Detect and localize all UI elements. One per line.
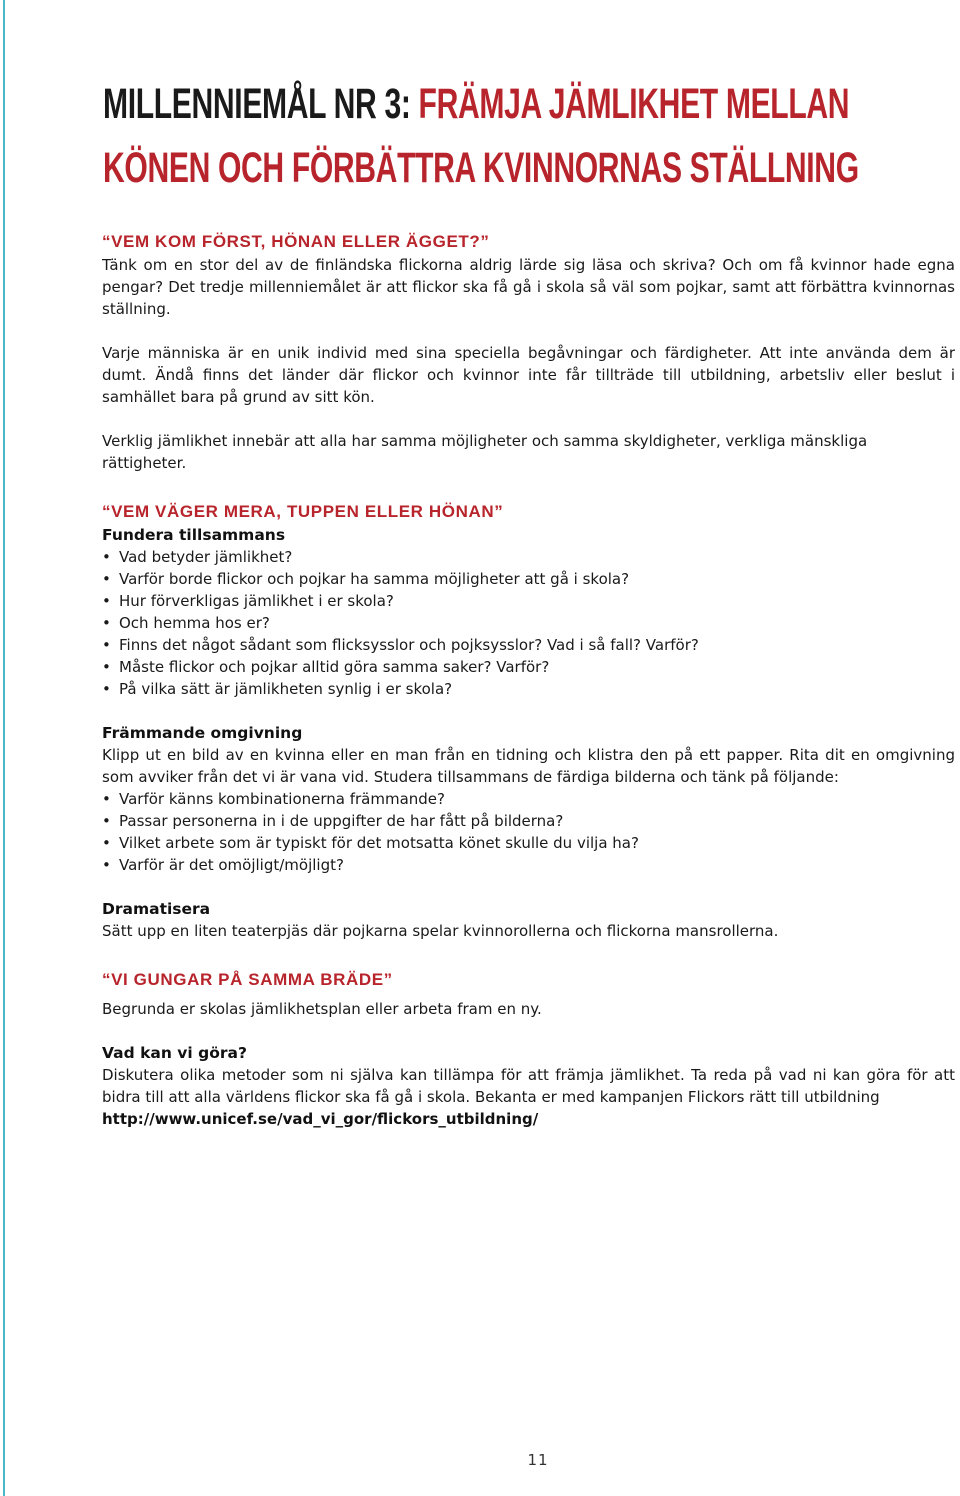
frammande-text: Klipp ut en bild av en kvinna eller en man från en tidning och klistra den på ett papper. Rita dit en omgivning som avviker från det vi är vana vid. Studera tillsammans de färdiga bilderna och tänk på följande: — [102, 746, 955, 786]
vad-kan-vi-gora-text: Diskutera olika metoder som ni själva kan tillämpa för att främja jämlikhet. Ta reda på vad ni kan göra för att bidra till att alla världens flickor ska få gå i skola. Bekanta er med kampanjen Flickors rätt till utbildning — [102, 1066, 955, 1106]
list-item: • Passar personerna in i de uppgifter de har fått på bilderna? — [102, 810, 955, 832]
title-part-1: MILLENNIEMÅL NR 3: — [103, 80, 411, 128]
fundera-list — [102, 546, 955, 700]
title-part-2: FRÄMJA JÄMLIKHET MELLAN — [418, 80, 850, 128]
section1-paragraph-1: Tänk om en stor del av de finländska flickorna aldrig lärde sig läsa och skriva? Och om få kvinnor hade egna pengar? Det tredje millenniemålet är att flickor ska få gå i skola så väl som pojkar, samt att förbättra kvinnornas ställning. — [102, 256, 955, 318]
list-item: • Vad betyder jämlikhet? — [102, 546, 955, 568]
page-title — [103, 72, 929, 200]
main-content — [102, 230, 955, 1130]
list-item: • Finns det något sådant som flicksysslor och pojksysslor? Vad i så fall? Varför? — [102, 634, 955, 656]
list-item: • Varför borde flickor och pojkar ha samma möjligheter att gå i skola? — [102, 568, 955, 590]
section1-paragraph-3: Verklig jämlikhet innebär att alla har samma möjligheter och samma skyldigheter, verkliga mänskliga rättigheter. — [102, 432, 868, 472]
frammande-heading: Främmande omgivning — [102, 724, 303, 742]
page-edge-line — [3, 0, 5, 1496]
list-item: • Varför känns kombinationerna främmande? — [102, 788, 955, 810]
section3-text: Begrunda er skolas jämlikhetsplan eller arbeta fram en ny. — [102, 1000, 542, 1018]
unicef-link[interactable]: http://www.unicef.se/vad_vi_gor/flickors_utbildning/ — [102, 1110, 539, 1128]
list-item: • Vilket arbete som är typiskt för det motsatta könet skulle du vilja ha? — [102, 832, 955, 854]
section2-heading: “VEM VÄGER MERA, TUPPEN ELLER HÖNAN” — [102, 502, 504, 521]
fundera-heading: Fundera tillsammans — [102, 526, 286, 544]
vad-kan-vi-gora-heading: Vad kan vi göra? — [102, 1044, 247, 1062]
list-item: • På vilka sätt är jämlikheten synlig i er skola? — [102, 678, 955, 700]
list-item: • Måste flickor och pojkar alltid göra samma saker? Varför? — [102, 656, 955, 678]
list-item: • Hur förverkligas jämlikhet i er skola? — [102, 590, 955, 612]
frammande-list — [102, 788, 955, 876]
section1-heading: “VEM KOM FÖRST, HÖNAN ELLER ÄGGET?” — [102, 232, 490, 251]
dramatisera-text: Sätt upp en liten teaterpjäs där pojkarna spelar kvinnorollerna och flickorna mansrollerna. — [102, 922, 779, 940]
title-line-2: KÖNEN OCH FÖRBÄTTRA KVINNORNAS STÄLLNING — [103, 144, 859, 192]
list-item: • Varför är det omöjligt/möjligt? — [102, 854, 955, 876]
section3-heading: “VI GUNGAR PÅ SAMMA BRÄDE” — [102, 970, 393, 989]
dramatisera-heading: Dramatisera — [102, 900, 211, 918]
list-item: • Och hemma hos er? — [102, 612, 955, 634]
page-number: 11 — [527, 1451, 549, 1469]
section1-paragraph-2: Varje människa är en unik individ med sina speciella begåvningar och färdigheter. Att inte använda dem är dumt. Ändå finns det länder där flickor och kvinnor inte får tillträde till utbildning, arbetsliv eller beslut i samhället bara på grund av sitt kön. — [102, 344, 955, 406]
